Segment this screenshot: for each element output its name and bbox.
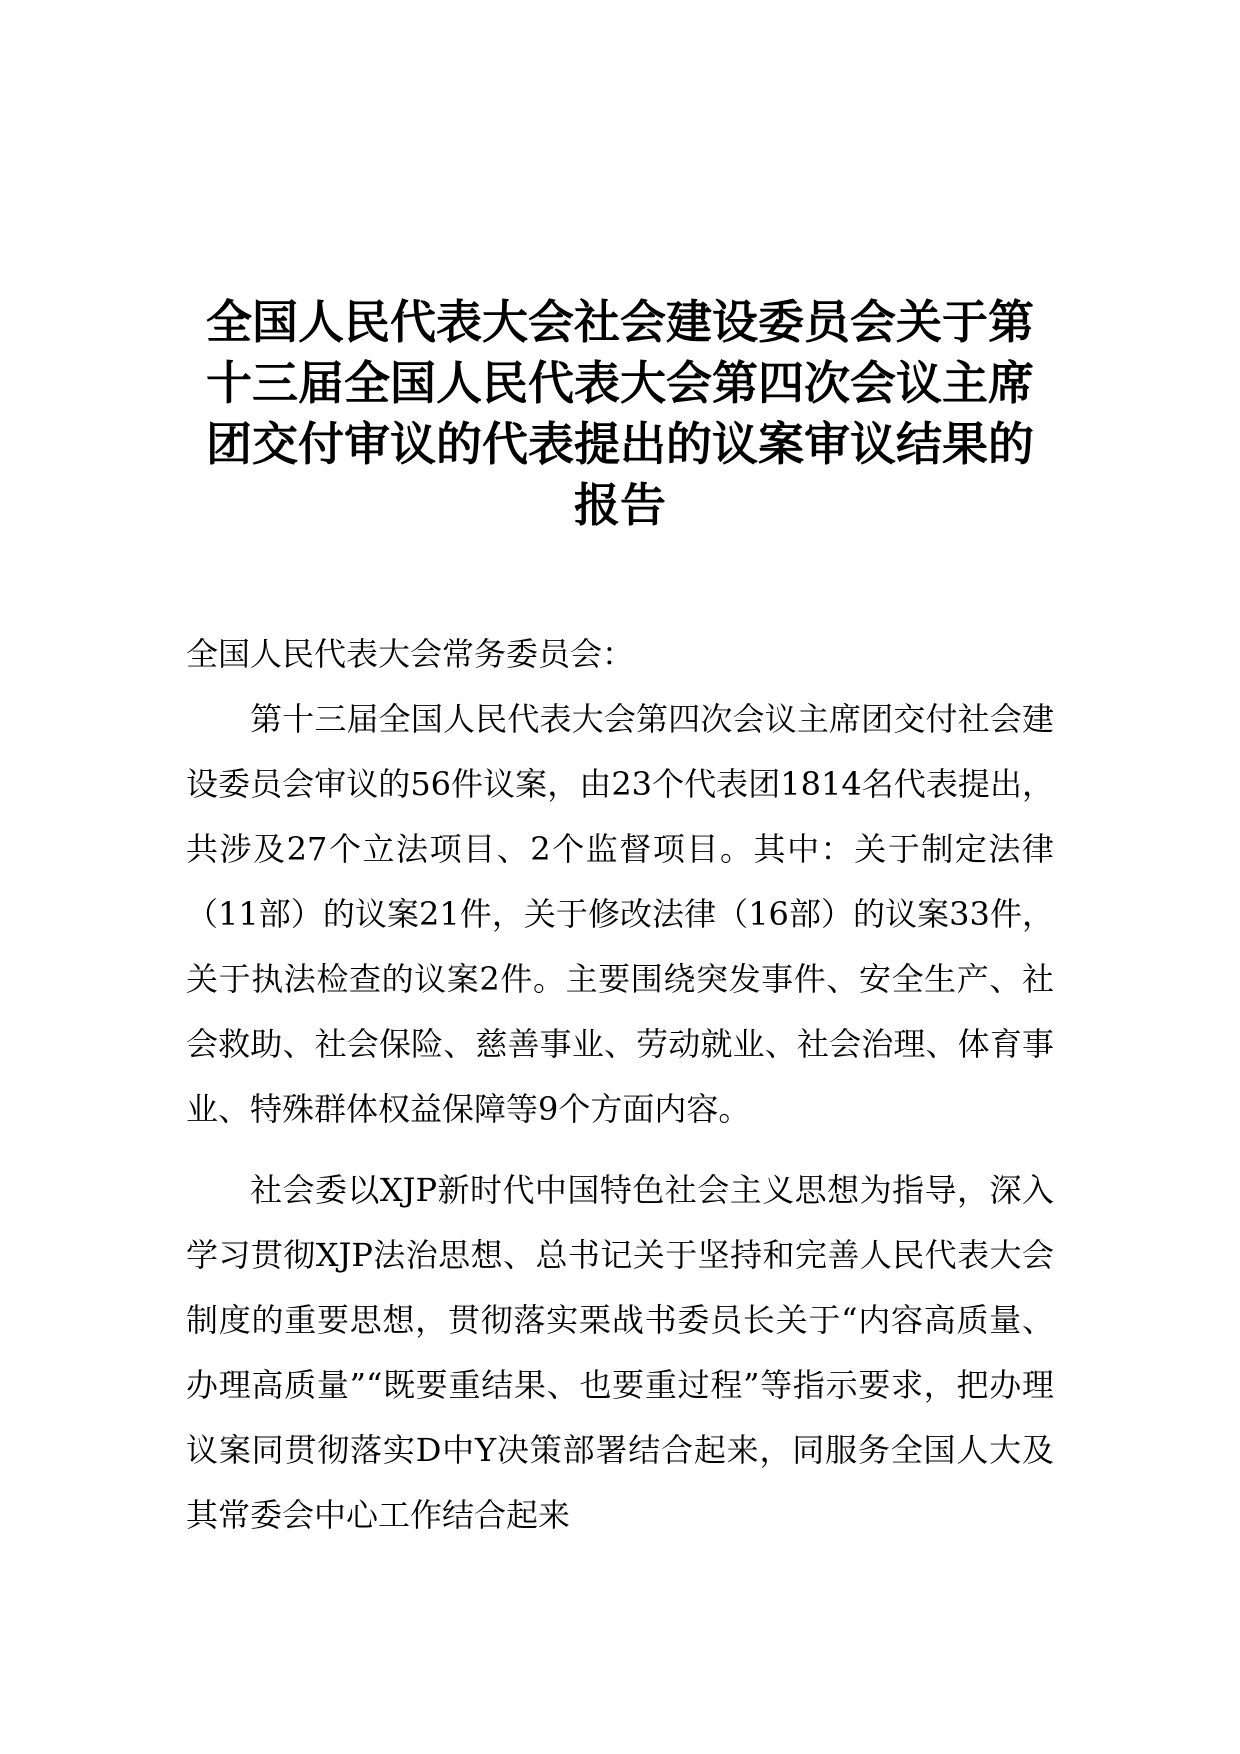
paragraph-1: 第十三届全国人民代表大会第四次会议主席团交付社会建设委员会审议的56件议案，由23个代表团1814名代表提出，共涉及27个立法项目、2个监督项目。其中：关于制定法律（11部）的议案21件，关于修改法律（16部）的议案33件，关于执法检查的议案2件。主要围绕突发事件、安全生产、社会救助、社会保险、慈善事业、劳动就业、社会治理、体育事业、特殊群体权益保障等9个方面内容。 [186,700,1054,1128]
document-title: 全国人民代表大会社会建设委员会关于第十三届全国人民代表大会第四次会议主席团交付审议的代表提出的议案审议结果的报告 [206,295,1034,532]
salutation: 全国人民代表大会常务委员会： [186,635,635,673]
paragraph-2: 社会委以XJP新时代中国特色社会主义思想为指导，深入学习贯彻XJP法治思想、总书记关于坚持和完善人民代表大会制度的重要思想，贯彻落实栗战书委员长关于“内容高质量、办理高质量”“既要重结果、也要重过程”等指示要求，把办理议案同贯彻落实D中Y决策部署结合起来，同服务全国人大及其常委会中心工作结合起来 [186,1171,1054,1534]
document-body [186,622,1054,1548]
